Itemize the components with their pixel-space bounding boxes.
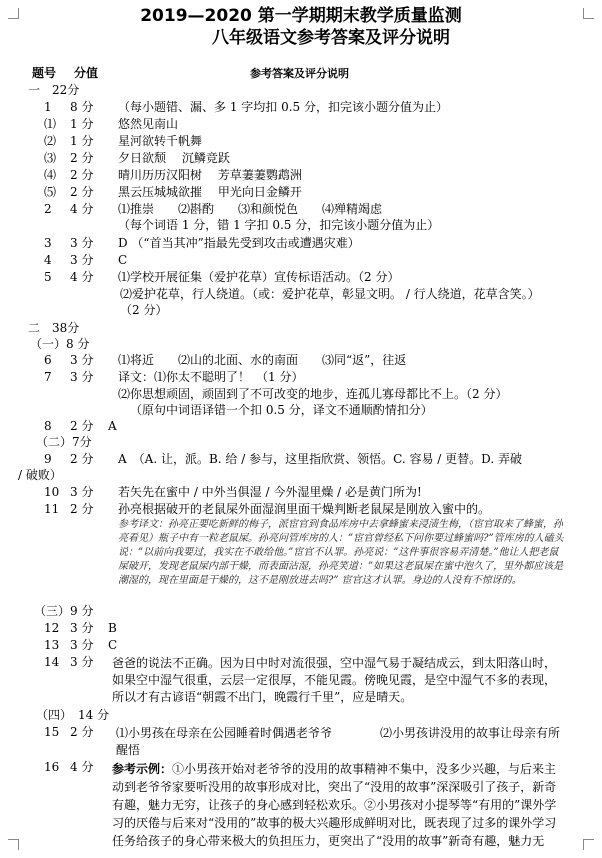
answer-row — [0, 353, 602, 369]
question-number: 3 — [44, 236, 52, 250]
question-points: 2 分 — [70, 725, 94, 739]
question-number: 10 — [44, 485, 60, 499]
question-number: ⑷ — [44, 168, 57, 182]
question-points: 2 分 — [70, 502, 94, 516]
question-answer: 译文：⑴你太不聪明了！ （1 分） — [118, 370, 304, 384]
answer-row — [0, 253, 602, 269]
question-points: 1 分 — [70, 134, 94, 148]
question-points: 2 分 — [70, 419, 94, 433]
question-answer-part3: （2 分） — [120, 303, 168, 317]
subsection-heading — [0, 337, 602, 353]
question-points: 8 分 — [70, 100, 94, 114]
question-answer: 孙亮根据破开的老鼠屎外面湿润里面干燥判断老鼠屎是刚放入蜜中的。 — [118, 502, 491, 516]
question-answer: C — [108, 638, 118, 652]
answer-row — [0, 725, 602, 759]
question-points: 3 分 — [70, 485, 94, 499]
section-label: 二 38分 — [28, 321, 80, 335]
example-label: 参考示例： — [112, 762, 173, 776]
question-number: 15 — [44, 725, 60, 739]
answer-row — [0, 134, 602, 150]
question-answer-part2: ⑵爱护花草，行人绕道。（或：爱护花草，彰显文明。 / 行人绕道，花草含笑。） — [120, 287, 540, 301]
question-points: 2 分 — [70, 185, 94, 199]
answer-row — [0, 452, 602, 468]
subsection-label: （四） 14 分 — [36, 708, 110, 722]
question-number: 13 — [44, 638, 60, 652]
question-answer: ①小男孩开始对老爷爷的没用的故事精神不集中，没多少兴趣，与后来主动到老爷爷家要听没用的故事形成对比，突出了“没用的故事”深深吸引了孩子，新奇有趣，魅力无穷，让孩子的身心感到轻松欢乐。②小男孩对小提琴等“有用的”课外学习的厌倦与后来对“没用的”故事的极大兴趣形成鲜明对比，既表现了过多的课外学习任务给孩子的身心带来极大的负担压力，更突出了“没用的故事”新奇有趣，魅力无 — [112, 762, 557, 848]
question-answer: B — [108, 621, 117, 635]
question-answer: 黑云压城城欲摧 甲光向日金鳞开 — [118, 185, 302, 199]
answer-row — [0, 100, 602, 116]
question-points: 2 分 — [70, 168, 94, 182]
question-answer: 星河欲转千帆舞 — [118, 134, 203, 148]
question-answer: 夕日欲颓 沉鳞竞跃 — [118, 151, 230, 165]
answer-continuation-row — [0, 403, 602, 419]
question-number: 11 — [44, 502, 60, 516]
answer-row — [0, 151, 602, 167]
question-number: 6 — [44, 353, 52, 367]
question-number: 4 — [44, 253, 52, 267]
question-points: 3 分 — [70, 253, 94, 267]
question-number: ⑶ — [44, 151, 57, 165]
answer-continuation-row — [0, 387, 602, 403]
question-number: 5 — [44, 270, 52, 284]
answer-row — [0, 621, 602, 637]
subsection-label: （二）7分 — [36, 435, 92, 449]
answer-row — [0, 638, 602, 654]
answer-row — [0, 485, 602, 501]
answer-row — [0, 419, 602, 435]
answer-row — [0, 202, 602, 218]
question-answer: A （A. 让，派。B. 给 / 参与，这里指欣赏、领悟。C. 容易 / 更替。D. 弄破 — [118, 452, 522, 466]
answer-row — [0, 168, 602, 184]
question-answer: （每小题错、漏、多 1 字均扣 0.5 分，扣完该小题分值为止） — [118, 100, 448, 114]
answer-note-row — [0, 218, 602, 234]
question-number: 12 — [44, 621, 60, 635]
section-heading — [0, 83, 602, 99]
document-title: 2019—2020 第一学期期末教学质量监测 — [140, 6, 462, 26]
answer-row — [0, 117, 602, 133]
question-answer: A — [108, 419, 117, 433]
header-description: 参考答案及评分说明 — [250, 67, 349, 80]
question-number: 16 — [44, 760, 60, 774]
question-answer-part2: ⑵你思想顽固，顽固到了不可改变的地步，连孤儿寡母都比不上。（2 分） — [118, 387, 508, 401]
question-number: 8 — [44, 419, 52, 433]
question-points: 4 分 — [70, 270, 94, 284]
answer-row — [0, 270, 602, 286]
question-answer: ⑴推崇 ⑵斟酌 ⑶和颜悦色 ⑷殚精竭虑 — [118, 202, 383, 216]
question-points: 3 分 — [70, 621, 94, 635]
header-question-number: 题号 — [32, 66, 57, 80]
question-number: 1 — [44, 100, 52, 114]
question-answer: D （“首当其冲”指最先受到攻击或遭遇灾难） — [118, 236, 360, 250]
question-answer-part2: / 破败） — [18, 468, 62, 482]
answer-continuation-row — [0, 287, 602, 303]
question-points: 3 分 — [70, 638, 94, 652]
answer-continuation-row — [0, 303, 602, 319]
question-points: 3 分 — [70, 655, 94, 669]
answer-row — [0, 502, 602, 518]
section-label: 一 22分 — [28, 83, 80, 97]
question-answer: ⑴学校开展征集（爱护花草）宣传标语活动。（2 分） — [118, 270, 400, 284]
subsection-label: （三）9 分 — [34, 604, 94, 618]
question-number: 14 — [44, 655, 60, 669]
question-number: 7 — [44, 370, 52, 384]
question-points: 3 分 — [70, 236, 94, 250]
subsection-heading — [0, 435, 602, 451]
document-subtitle: 八年级语文参考答案及评分说明 — [212, 28, 450, 48]
subsection-heading — [0, 604, 602, 620]
question-number: ⑸ — [44, 185, 57, 199]
question-answer: ⑴小男孩在母亲在公园睡着时偶遇老爷爷 ⑵小男孩讲没用的故事让母亲有所醒悟 — [116, 726, 561, 757]
reference-translation: 参考译文：孙亮正要吃新鲜的梅子，派宦官到食品库房中去拿蜂蜜来浸渍生梅，（宦官取来了蜂蜜，孙亮看见）瓶子中有一粒老鼠屎。孙亮问管库房的人：”宦官曾经私下问你要过蜂蜜吗?”管库房的人磕头说：”以前向我要过，我实在不敢给他。”宦官不认罪。孙亮说：”这件事很容易弄清楚。”他让人把老鼠屎破开，发现老鼠屎内部干燥，而表面沾湿，孙亮笑道：”如果这老鼠屎在蜜中泡久了，里外都应该是潮湿的，现在里面是干燥的，这不是刚放进去吗?” 宦官这才认罪。身边的人没有不惊讶的。 — [118, 519, 564, 586]
question-points: 3 分 — [70, 370, 94, 384]
question-answer-part3: （原句中词语译错一个扣 0.5 分，译文不通顺酌情扣分） — [130, 403, 433, 417]
question-number: 9 — [44, 452, 52, 466]
question-answer: 晴川历历汉阳树 芳草萋萋鹦鹉洲 — [118, 168, 302, 182]
answer-row — [0, 185, 602, 201]
question-answer: 若矢先在蜜中 / 中外当俱湿 / 今外湿里燥 / 必是黄门所为! — [118, 485, 422, 499]
answer-row — [0, 370, 602, 386]
question-points: 4 分 — [70, 202, 94, 216]
question-answer: 悠然见南山 — [118, 117, 179, 131]
question-points: 3 分 — [70, 353, 94, 367]
question-number: ⑵ — [44, 134, 57, 148]
header-score: 分值 — [74, 66, 99, 80]
question-points: 4 分 — [70, 760, 94, 774]
question-points: 1 分 — [70, 117, 94, 131]
question-answer: 爸爸的说法不正确。因为日中时对流很强，空中湿气易于凝结成云，到太阳落山时，如果空中湿气很重，云层一定很厚，不能见霞。傍晚见霞，是空中湿气不多的表现，所以才有古谚语“朝霞不出门，晚霞行千里”，应是晴天。 — [112, 656, 557, 704]
question-points: 2 分 — [70, 452, 94, 466]
subsection-label: （一）8 分 — [30, 337, 90, 351]
section-heading — [0, 321, 602, 337]
question-answer-block — [112, 760, 568, 850]
answer-row — [0, 236, 602, 252]
scoring-note: （每个词语 1 分，错 1 字扣 0.5 分，扣完该小题分值为止） — [118, 218, 440, 232]
answer-row — [0, 655, 602, 705]
answer-continuation-row — [0, 468, 602, 484]
question-answer: ⑴将近 ⑵山的北面、水的南面 ⑶同“返”，往返 — [118, 353, 407, 367]
answer-row — [0, 760, 602, 856]
subsection-heading — [0, 708, 602, 724]
question-answer: C — [118, 253, 128, 267]
question-number: 2 — [44, 202, 52, 216]
question-points: 2 分 — [70, 151, 94, 165]
question-number: ⑴ — [44, 117, 57, 131]
